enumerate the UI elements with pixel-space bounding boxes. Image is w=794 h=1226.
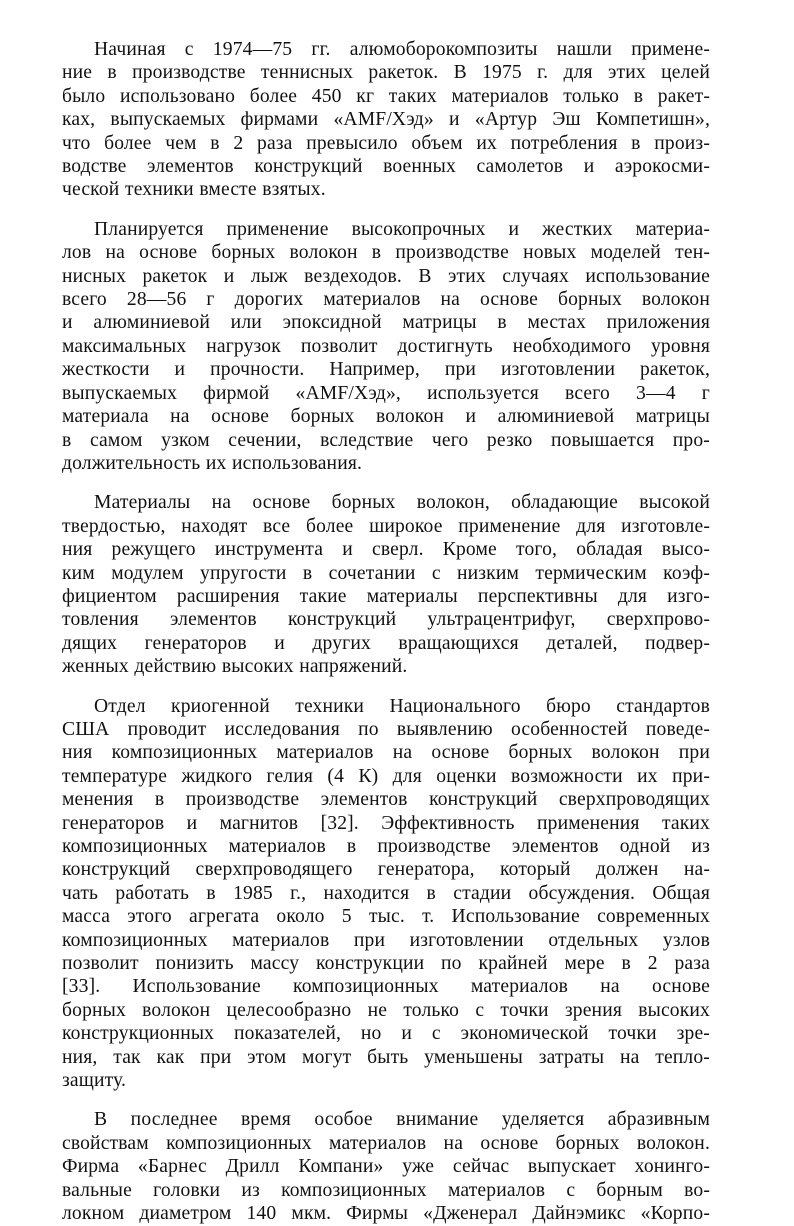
- paragraph-abrasive-properties: [62, 1108, 710, 1225]
- text-line: композиционных материалов в производстве элементов одной из: [62, 836, 710, 857]
- text-line: генераторов и магнитов [32]. Эффективность применения таких: [62, 812, 710, 834]
- text-line: что более чем в 2 раза превысило объем их потребления в произ-: [62, 132, 710, 154]
- text-line: жесткости и прочности. Например, при изготовлении ракеток,: [62, 359, 710, 381]
- text-line: всего 28—56 г дорогих материалов на основе борных волокон: [62, 289, 710, 311]
- text-line: менения в производстве элементов конструкций сверхпроводящих: [62, 789, 710, 811]
- text-line: в самом узком сечении, вследствие чего резко повышается про-: [62, 429, 710, 451]
- text-line: Фирма «Барнес Дрилл Компани» уже сейчас выпускает хонинго-: [62, 1156, 710, 1178]
- text-line: должительность их использования.: [62, 452, 363, 474]
- text-line: ния режущего инструмента и сверл. Кроме того, обладая высо-: [62, 539, 710, 561]
- text-line: масса этого агрегата около 5 тыс. т. Использование современных: [62, 906, 710, 928]
- text-line: нисных ракеток и лыж вездеходов. В этих случаях использование: [62, 265, 710, 287]
- paragraph-rackets-and-skis: [62, 218, 710, 475]
- paragraph-tennis-rackets-1975: [62, 38, 710, 202]
- text-line: конструкций сверхпроводящего генератора, который должен на-: [62, 859, 710, 881]
- text-line: Планируется применение высокопрочных и жестких материа-: [94, 218, 710, 240]
- text-line: [33]. Использование композиционных материалов на основе: [62, 976, 710, 998]
- text-line: конструкционных показателей, но и с экономической точки зре-: [62, 1023, 710, 1045]
- text-line: Материалы на основе борных волокон, обладающие высокой: [94, 492, 710, 514]
- text-line: женных действию высоких напряжений.: [62, 656, 408, 678]
- text-line: выпускаемых фирмой «AMF/Хэд», используется всего 3—4 г: [62, 382, 710, 404]
- text-line: и алюминиевой или эпоксидной матрицы в местах приложения: [62, 312, 710, 334]
- text-line: ния, так как при этом могут быть уменьшены затраты на тепло-: [62, 1046, 710, 1068]
- text-line: дящих генераторов и других вращающихся деталей, подвер-: [62, 632, 710, 654]
- text-line: чать работать в 1985 г., находится в стадии обсуждения. Общая: [62, 882, 710, 904]
- page-text: [62, 38, 710, 1225]
- text-line: свойствам композиционных материалов на основе борных волокон.: [62, 1132, 710, 1154]
- text-line: фициентом расширения такие материалы перспективны для изго-: [62, 585, 710, 607]
- text-line: США проводит исследования по выявлению особенностей поведе-: [62, 718, 710, 740]
- text-line: композиционных материалов при изготовлении отдельных узлов: [62, 929, 710, 951]
- text-line: ческой техники вместе взятых.: [62, 179, 326, 201]
- text-line: Отдел криогенной техники Национального бюро стандартов: [94, 695, 710, 717]
- text-line: защиту.: [62, 1070, 127, 1092]
- text-line: товления элементов конструкций ультрацентрифуг, сверхпрово-: [62, 609, 710, 631]
- paragraph-cutting-tools: [62, 491, 710, 678]
- text-line: максимальных нагрузок позволит достигнуть необходимого уровня: [62, 335, 710, 357]
- text-line: В последнее время особое внимание уделяется абразивным: [94, 1109, 710, 1131]
- text-line: было использовано более 450 кг таких материалов только в ракет-: [62, 85, 710, 107]
- text-line: твердостью, находят все более широкое применение для изготовле-: [62, 515, 710, 537]
- text-line: ким модулем упругости в сочетании с низким термическим коэф-: [62, 562, 710, 584]
- text-line: локном диаметром 140 мкм. Фирмы «Дженерал Дайнэмикс «Корпо-: [62, 1203, 710, 1225]
- text-line: материала на основе борных волокон и алюминиевой матрицы: [62, 406, 710, 428]
- text-line: водстве элементов конструкций военных самолетов и аэрокосми-: [62, 156, 710, 178]
- text-line: ния композиционных материалов на основе борных волокон при: [62, 742, 710, 764]
- text-line: ние в производстве теннисных ракеток. В 1975 г. для этих целей: [62, 62, 710, 84]
- text-line: лов на основе борных волокон в производстве новых моделей тен-: [62, 242, 710, 264]
- paragraph-cryogenic-research: [62, 695, 710, 1093]
- text-line: вальные головки из композиционных материалов с борным во-: [62, 1179, 710, 1201]
- text-line: позволит понизить массу конструкции по крайней мере в 2 раза: [62, 953, 710, 975]
- text-line: ках, выпускаемых фирмами «AMF/Хэд» и «Артур Эш Компетишн»,: [62, 109, 710, 131]
- text-line: борных волокон целесообразно не только с точки зрения высоких: [62, 999, 710, 1021]
- text-line: температуре жидкого гелия (4 К) для оценки возможности их при-: [62, 765, 710, 787]
- text-line: Начиная с 1974—75 гг. алюмоборокомпозиты нашли примене-: [94, 39, 710, 60]
